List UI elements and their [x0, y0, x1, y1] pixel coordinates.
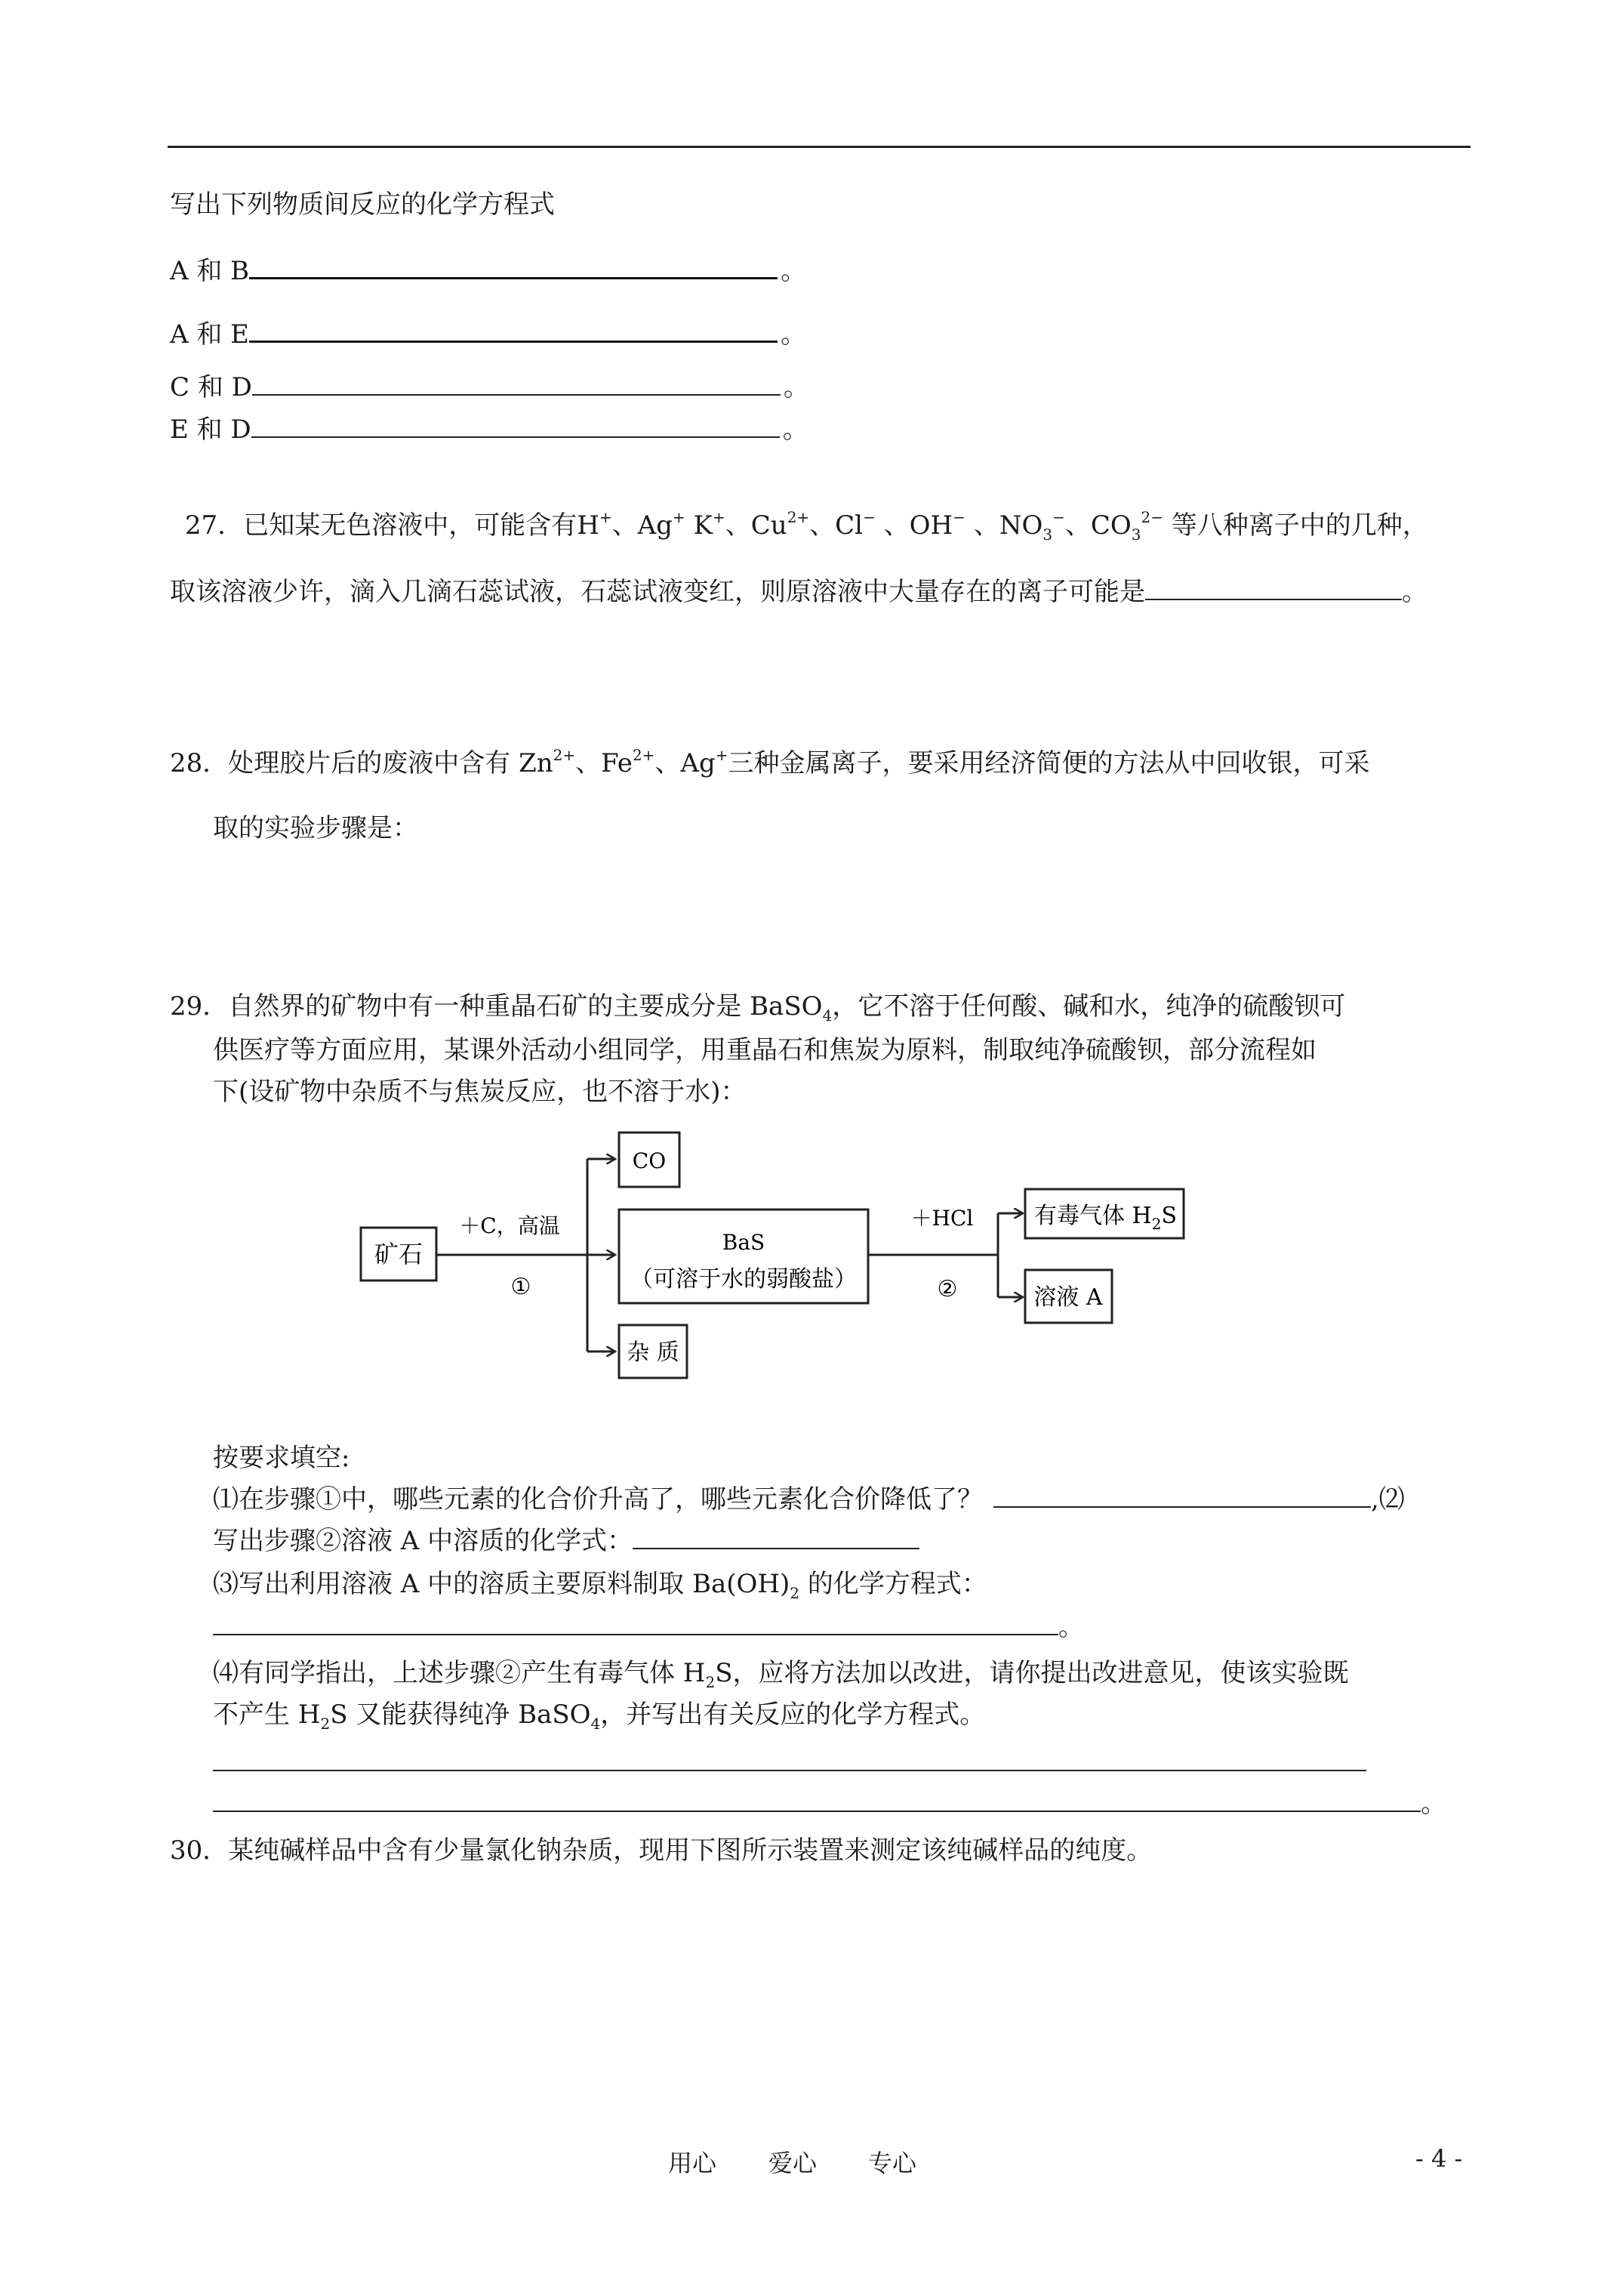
solution-a-label: 溶液 A [1033, 1284, 1103, 1311]
footer-slogan-1: 用心 [668, 2149, 717, 2177]
q29-part3: ⑶写出利用溶液 A 中的溶质主要原料制取 $Ba(OH)_2$ 的化学方程式： [213, 1569, 987, 1602]
q28-line2: 取的实验步骤是： [213, 813, 418, 843]
step1-number: ① [510, 1274, 531, 1300]
step2-reagent: ＋HCl [910, 1206, 974, 1231]
q27-line2: 取该溶液少许，滴入几滴石蕊试液，石蕊试液变红，则原溶液中大量存在的离子可能是 。 [170, 577, 1427, 607]
q29-fill-title: 按要求填空: [213, 1443, 350, 1473]
answer-blank[interactable] [633, 1525, 919, 1549]
q26-pair-ed: E 和 D 。 [170, 415, 808, 445]
footer-slogan-2: 爱心 [768, 2149, 818, 2177]
answer-blank[interactable] [213, 1788, 1421, 1812]
q29-part4-line1: ⑷有同学指出，上述步骤②产生有毒气体 $H_2S$，应将方法加以改进，请你提出改进意见，使该实验既 [213, 1658, 1349, 1691]
answer-blank[interactable] [213, 1611, 1058, 1635]
q29-line3: 下(设矿物中杂质不与焦炭反应，也不溶于水)： [213, 1077, 747, 1107]
q29-part1: ⑴在步骤①中，哪些元素的化合价升高了，哪些元素化合价降低了？ ,⑵ [213, 1484, 1405, 1515]
q26-intro: 写出下列物质间反应的化学方程式 [170, 190, 555, 220]
q26-pair-ab: A 和 B 。 [170, 256, 807, 286]
page-number: - 4 - [1415, 2144, 1463, 2173]
q29-part4-line2: 不产生 $H_2S$ 又能获得纯净 BaSO$_4$，并写出有关反应的化学方程式。 [213, 1700, 986, 1733]
q29-line1: 29．自然界的矿物中有一种重晶石矿的主要成分是 BaSO$_4$，它不溶于任何酸、碱和水，纯净的硫酸钡可 [170, 991, 1346, 1025]
q29-part3-answer: 。 [213, 1611, 1084, 1643]
ore-label: 矿石 [374, 1240, 423, 1268]
q29-part4-answer-line1[interactable] [213, 1770, 1366, 1771]
q29-line2: 供医疗等方面应用，某课外活动小组同学，用重晶石和焦炭为原料，制取纯净硫酸钡，部分流程如 [213, 1035, 1317, 1065]
answer-blank[interactable] [993, 1484, 1371, 1508]
q29-part4-answer-line2: 。 [213, 1788, 1446, 1820]
step2-number: ② [937, 1276, 958, 1302]
footer-slogan-3: 专心 [868, 2149, 917, 2177]
q28-line1: 28．处理胶片后的废液中含有 $Zn^{2+}$、$Fe^{2+}$、Ag+三种金属离子，要采用经济简便的方法从中回收银，可采 [170, 746, 1370, 778]
q29-part2: 写出步骤②溶液 A 中溶质的化学式： [213, 1525, 919, 1557]
toxic-gas-label: 有毒气体 $H_2S$ [1034, 1203, 1177, 1233]
bas-note: （可溶于水的弱酸盐） [630, 1266, 857, 1293]
step1-reagent: ＋C，高温 [459, 1213, 560, 1238]
q26-pair-cd: C 和 D 。 [170, 372, 809, 402]
q26-pair-ae: A 和 E 。 [170, 319, 806, 350]
q30-line: 30．某纯碱样品中含有少量氯化钠杂质，现用下图所示装置来测定该纯碱样品的纯度。 [170, 1835, 1153, 1866]
impurity-label: 杂 质 [627, 1339, 679, 1366]
q27-line1: 27．已知某无色溶液中，可能含有H+、Ag+ K+、$Cu^{2+}$、Cl− 、OH− 、$NO_3^-$、$CO_3^{2-}$ 等八种离子中的几种， [185, 508, 1428, 544]
co-label: CO [632, 1148, 667, 1173]
bas-label: BaS [722, 1230, 765, 1255]
